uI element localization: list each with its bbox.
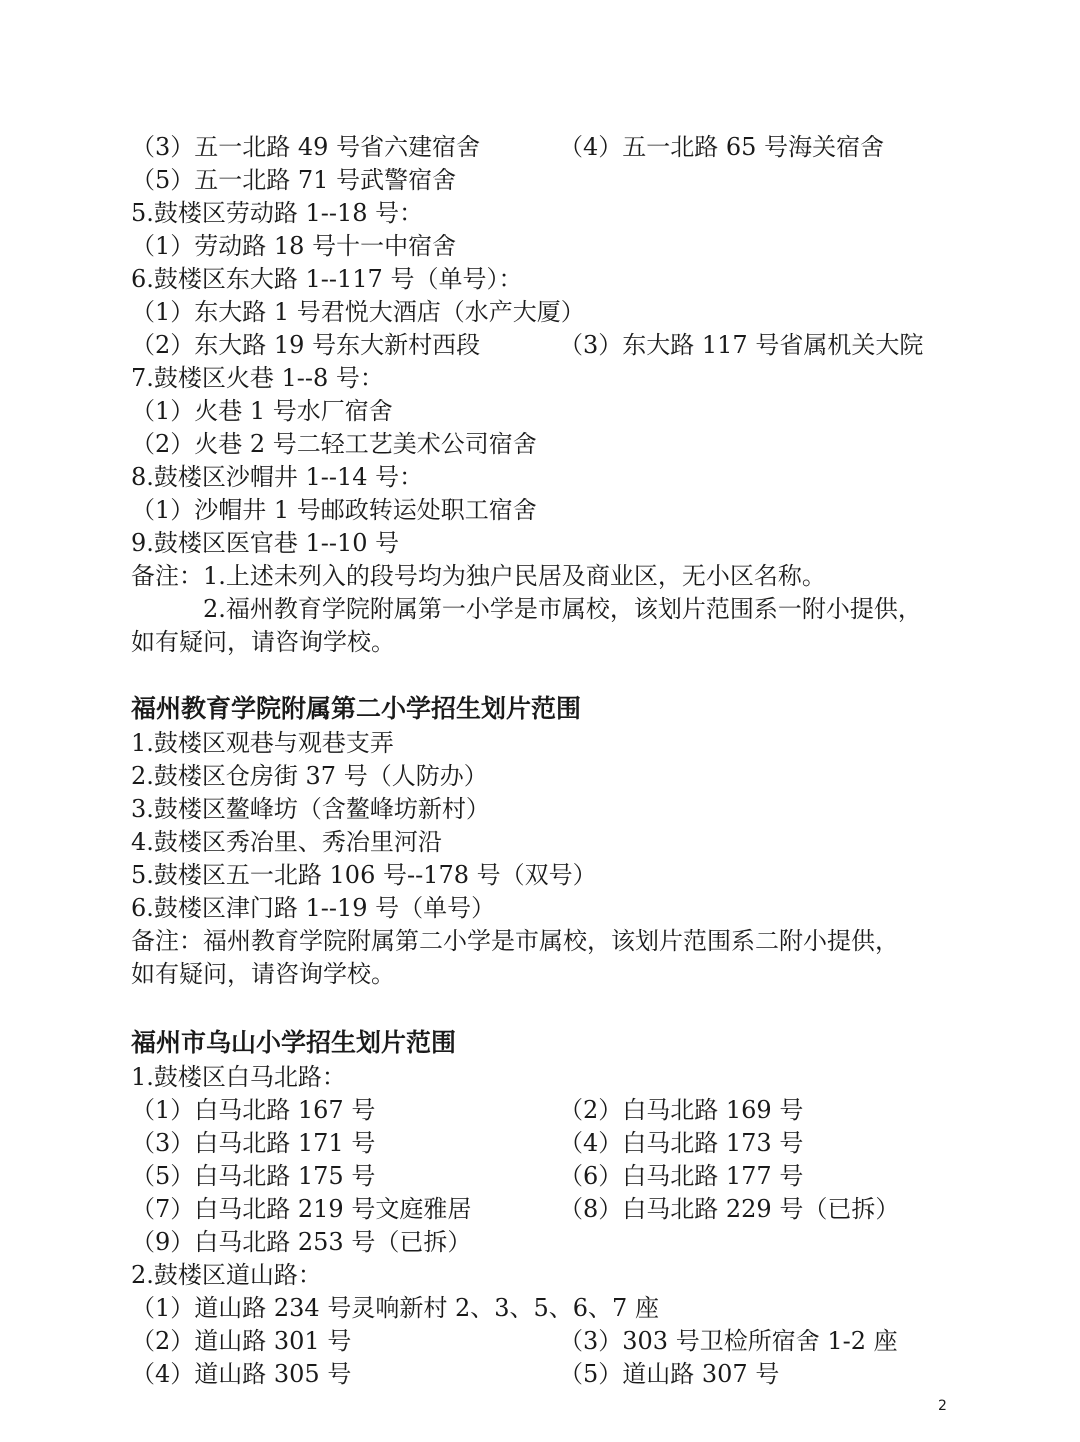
- list-item: [131, 461, 423, 494]
- note-line: 2.福州教育学院附属第一小学是市属校，该划片范围系一附小提供，: [203, 595, 922, 623]
- list-item: [131, 263, 522, 296]
- list-item: 2.鼓楼区仓房街 37 号（人防办）: [131, 762, 488, 790]
- list-item-text: （9）白马北路 253 号（已拆）: [131, 1228, 472, 1256]
- list-item-text: 5.鼓楼区劳动路 1--18 号：: [131, 199, 424, 227]
- note-line: 备注：福州教育学院附属第二小学是市属校，该划片范围系二附小提供，: [131, 927, 899, 955]
- list-item-text-right: （4）白马北路 173 号: [559, 1129, 804, 1157]
- list-item-text: 1.鼓楼区白马北路：: [131, 1063, 346, 1091]
- list-item: 6.鼓楼区津门路 1--19 号（单号）: [131, 894, 496, 922]
- list-item-text-right: （8）白马北路 229 号（已拆）: [559, 1195, 900, 1223]
- list-item: [131, 1094, 804, 1127]
- list-item-text: 8.鼓楼区沙帽井 1--14 号：: [131, 463, 424, 491]
- list-item: [131, 428, 537, 461]
- list-item-text-right: （2）白马北路 169 号: [559, 1096, 804, 1124]
- list-item-text: （2）东大路 19 号东大新村西段: [131, 331, 481, 359]
- list-item: [131, 494, 537, 527]
- list-item: [131, 131, 885, 164]
- list-item: [131, 1259, 322, 1292]
- list-item-text: （3）五一北路 49 号省六建宿舍: [131, 133, 481, 161]
- list-item-text: （1）道山路 234 号灵响新村 2、3、5、6、7 座: [131, 1294, 659, 1322]
- list-item: [131, 296, 585, 329]
- list-item-text: 7.鼓楼区火巷 1--8 号：: [131, 364, 384, 392]
- list-item: [131, 164, 456, 197]
- list-item: [131, 1193, 900, 1226]
- list-item-text: （4）道山路 305 号: [131, 1360, 352, 1388]
- note-line: 备注：1.上述未列入的段号均为独户民居及商业区，无小区名称。: [131, 562, 826, 590]
- list-item: 1.鼓楼区观巷与观巷支弄: [131, 729, 394, 757]
- list-item-text: 9.鼓楼区医官巷 1--10 号: [131, 529, 400, 557]
- list-item-text: （5）白马北路 175 号: [131, 1162, 376, 1190]
- list-item-text: （3）白马北路 171 号: [131, 1129, 376, 1157]
- list-item: [131, 197, 423, 230]
- list-item-text: （1）东大路 1 号君悦大酒店（水产大厦）: [131, 298, 585, 326]
- list-item: [131, 1127, 804, 1160]
- list-item-text-right: （6）白马北路 177 号: [559, 1162, 804, 1190]
- note-line: 如有疑问，请咨询学校。: [131, 960, 395, 988]
- list-item-text-right: （5）道山路 307 号: [559, 1360, 780, 1388]
- list-item: [131, 362, 384, 395]
- list-item: [131, 1358, 780, 1391]
- list-item: [131, 230, 456, 263]
- list-item-text-right: （3）303 号卫检所宿舍 1-2 座: [559, 1327, 898, 1355]
- list-item: 4.鼓楼区秀冶里、秀冶里河沿: [131, 828, 442, 856]
- list-item-text: （5）五一北路 71 号武警宿舍: [131, 166, 457, 194]
- list-item: [131, 527, 399, 560]
- list-item: [131, 1226, 471, 1259]
- list-item: [131, 1061, 346, 1094]
- list-item-text: （1）火巷 1 号水厂宿舍: [131, 397, 393, 425]
- section-title: 福州市乌山小学招生划片范围: [131, 1028, 457, 1057]
- list-item: [131, 1160, 804, 1193]
- list-item: 5.鼓楼区五一北路 106 号--178 号（双号）: [131, 861, 597, 889]
- list-item-text: 6.鼓楼区东大路 1--117 号（单号）：: [131, 265, 523, 293]
- list-item-text-right: （3）东大路 117 号省属机关大院: [559, 331, 924, 359]
- list-item: [131, 395, 393, 428]
- note-line: 如有疑问，请咨询学校。: [131, 628, 395, 656]
- list-item-text: （2）道山路 301 号: [131, 1327, 352, 1355]
- list-item-text: （2）火巷 2 号二轻工艺美术公司宿舍: [131, 430, 537, 458]
- list-item: [131, 1292, 659, 1325]
- list-item-text: （7）白马北路 219 号文庭雅居: [131, 1195, 472, 1223]
- list-item: 3.鼓楼区鳌峰坊（含鳌峰坊新村）: [131, 795, 490, 823]
- page-number: 2: [938, 1398, 947, 1414]
- section-title: 福州教育学院附属第二小学招生划片范围: [131, 694, 582, 723]
- list-item-text: （1）劳动路 18 号十一中宿舍: [131, 232, 457, 260]
- list-item: [131, 1325, 898, 1358]
- list-item: [131, 329, 924, 362]
- list-item-text: 2.鼓楼区道山路：: [131, 1261, 322, 1289]
- list-item-text: （1）白马北路 167 号: [131, 1096, 376, 1124]
- list-item-text: （1）沙帽井 1 号邮政转运处职工宿舍: [131, 496, 537, 524]
- list-item-text-right: （4）五一北路 65 号海关宿舍: [559, 133, 885, 161]
